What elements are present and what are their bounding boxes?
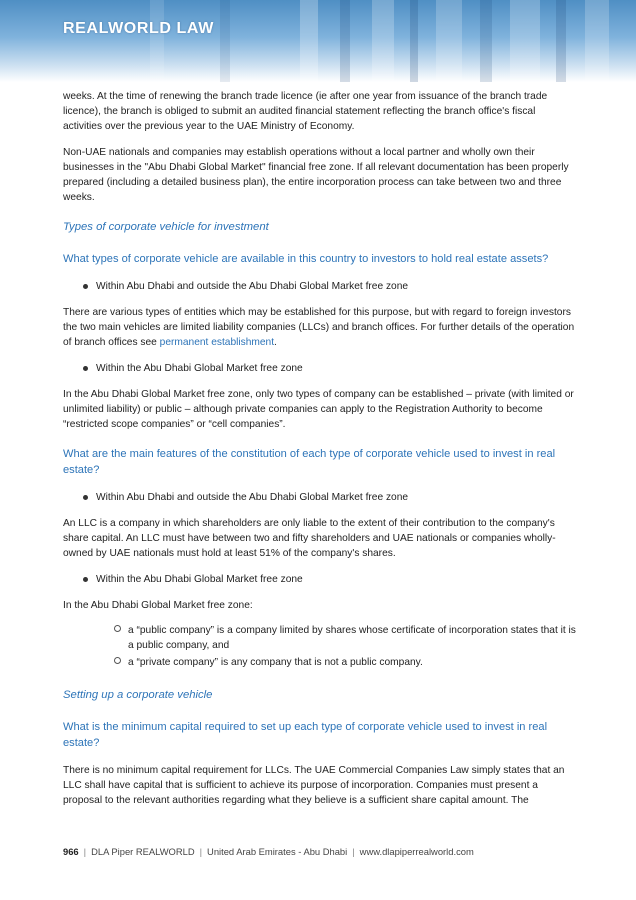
paragraph-text: .: [274, 337, 277, 348]
paragraph: Non-UAE nationals and companies may establish operations without a local partner and wholly own their businesses in the "Abu Dhabi Global Market" financial free zone. If all relevant documentation has been properly prepared (including a detailed business plan), the entire incorporation process can take between two and three weeks.: [63, 147, 569, 203]
bullet-icon: [83, 495, 88, 500]
bullet-item: [63, 279, 576, 294]
paragraph-text: There are various types of entities which may be established for this purpose, but with regard to foreign investors the two main vehicles are limited liability companies (LLCs) and branch offices. For further details of the operation of branch offices see: [63, 307, 575, 348]
bullet-item: [63, 572, 576, 587]
header-banner: [0, 0, 636, 82]
bullet-icon: [83, 577, 88, 582]
bullet-icon: [83, 366, 88, 371]
footer-separator: |: [83, 846, 87, 857]
paragraph: weeks. At the time of renewing the branch trade licence (ie after one year from issuance of the branch trade licence), the branch is obliged to submit an audited financial statement reflecting the branch office's fiscal activities over the previous year to the UAE Ministry of Economy.: [63, 91, 548, 132]
paragraph: In the Abu Dhabi Global Market free zone:: [63, 600, 253, 611]
footer-separator: |: [199, 846, 203, 857]
hollow-bullet-icon: [114, 625, 121, 632]
footer-separator: |: [352, 846, 355, 857]
bullet-icon: [83, 284, 88, 289]
footer-publisher: DLA Piper REALWORLD: [91, 846, 195, 857]
paragraph: There is no minimum capital requirement for LLCs. The UAE Commercial Companies Law simply states that an LLC shall have capital that is sufficient to achieve its purpose of incorporation. Companies must present a proposal to the relevant authorities regarding what they believe is a sufficient share capital amount. The: [63, 765, 565, 806]
bullet-item: [63, 361, 576, 376]
section-heading: Types of corporate vehicle for investment: [63, 221, 269, 233]
footer-location: United Arab Emirates - Abu Dhabi: [207, 846, 348, 857]
bullet-text: Within Abu Dhabi and outside the Abu Dhabi Global Market free zone: [96, 492, 409, 503]
paragraph: [63, 305, 576, 350]
question-heading: What is the minimum capital required to set up each type of corporate vehicle used to invest in real estate?: [63, 721, 548, 749]
document-body: [63, 89, 576, 819]
bullet-text: Within the Abu Dhabi Global Market free zone: [96, 363, 303, 374]
sub-bullet-item: [63, 655, 576, 670]
sub-bullet-item: [63, 623, 576, 653]
bullet-text: Within the Abu Dhabi Global Market free zone: [96, 574, 303, 585]
page-number: 966: [63, 846, 79, 857]
section-heading: Setting up a corporate vehicle: [63, 689, 213, 701]
hollow-bullet-icon: [114, 657, 121, 664]
page-header-title: REALWORLD LAW: [63, 20, 214, 37]
paragraph: An LLC is a company in which shareholders are only liable to the extent of their contribution to the company's share capital. An LLC must have between two and fifty shareholders and UAE nationals or companies wholly-owned by UAE nationals must hold at least 51% of the company's shares.: [63, 518, 556, 559]
bullet-text: Within Abu Dhabi and outside the Abu Dhabi Global Market free zone: [96, 281, 409, 292]
bullet-item: [63, 490, 576, 505]
question-heading: What types of corporate vehicle are available in this country to investors to hold real estate assets?: [63, 253, 549, 265]
sub-bullet-text: a “public company” is a company limited by shares whose certificate of incorporation states that it is a public company, and: [128, 625, 576, 651]
paragraph: In the Abu Dhabi Global Market free zone, only two types of company can be established – private (with limited or unlimited liability) or public – although private companies can apply to the Registration Authority to become “restricted scope companies” or “cell companies”.: [63, 389, 574, 430]
permanent-establishment-link[interactable]: permanent establishment: [159, 337, 275, 348]
page-footer: [63, 846, 474, 857]
footer-url-link[interactable]: www.dlapiperrealworld.com: [359, 846, 474, 857]
question-heading: What are the main features of the constitution of each type of corporate vehicle used to invest in real estate?: [63, 448, 556, 476]
sub-bullet-text: a “private company” is any company that is not a public company.: [128, 657, 423, 668]
